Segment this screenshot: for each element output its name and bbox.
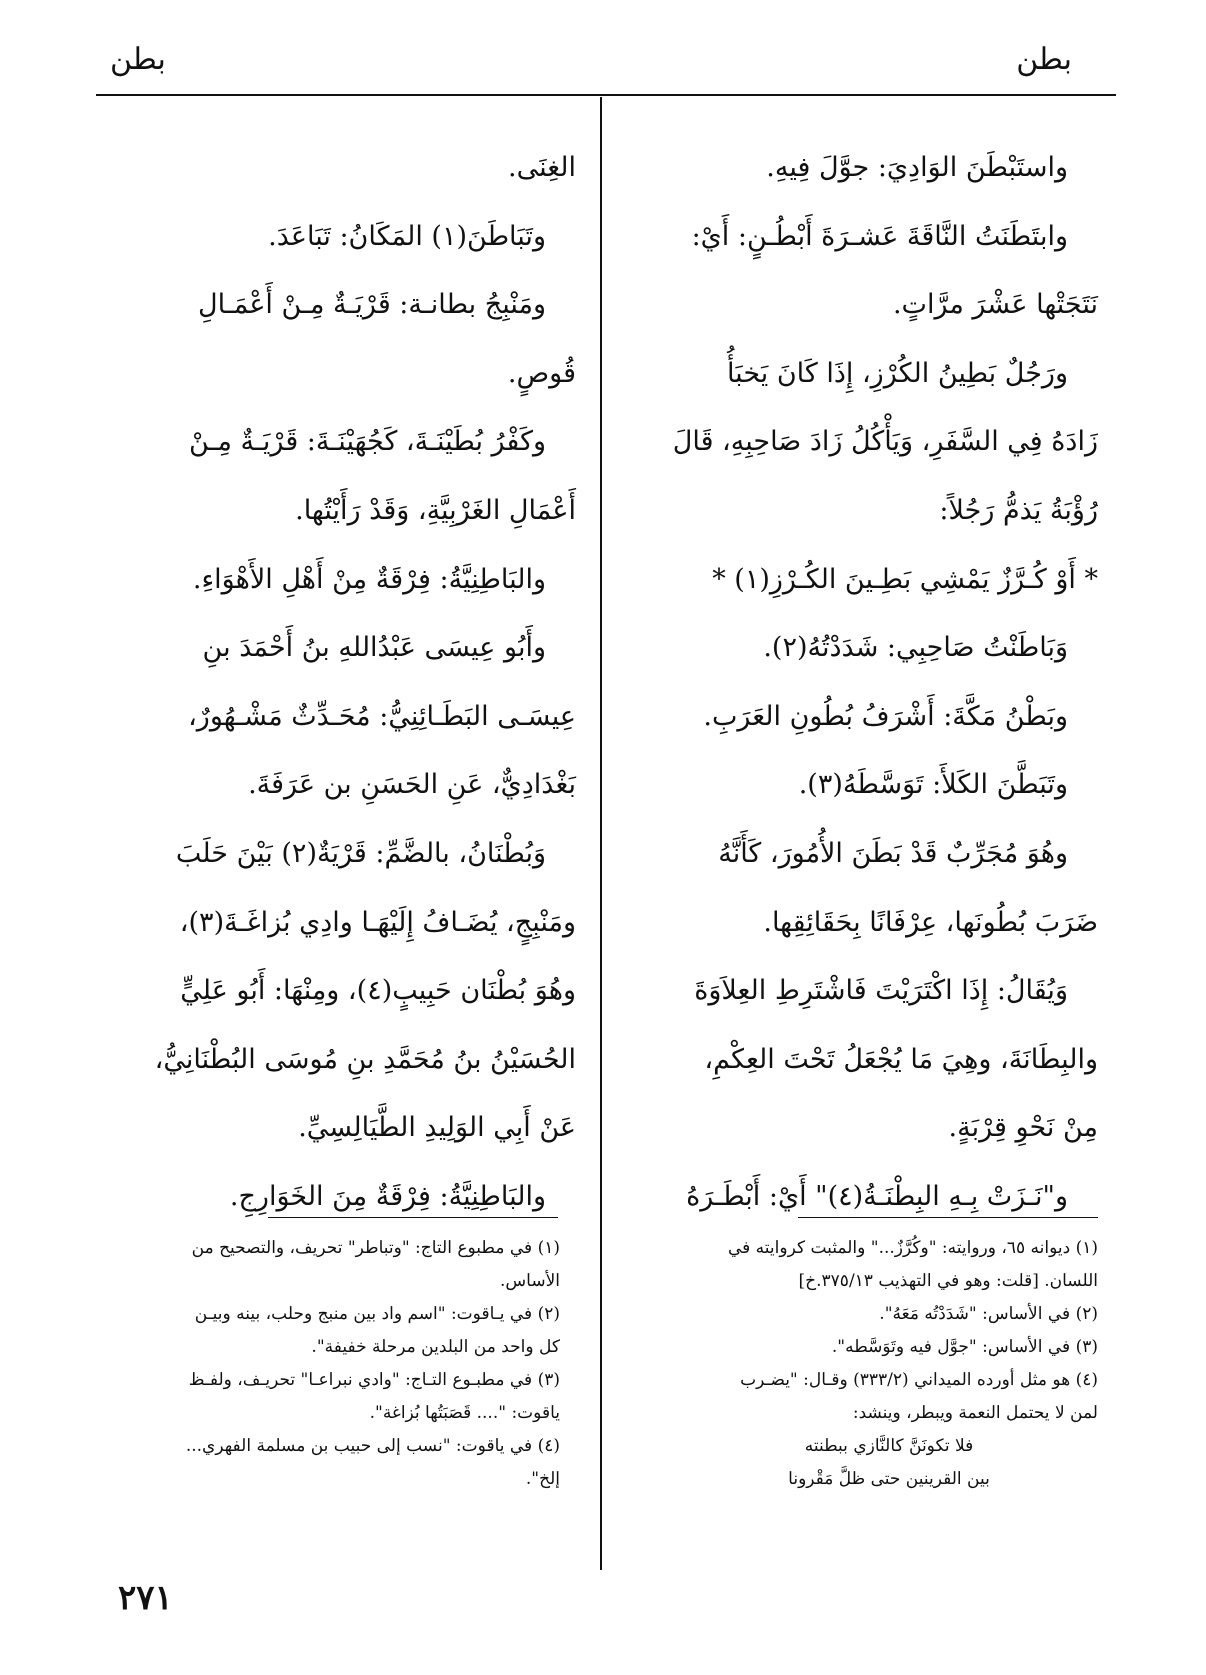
column-divider <box>600 97 602 1570</box>
footnotes-right <box>620 1232 1098 1496</box>
text-line: وأَبُو عِيسَى عَبْدُاللهِ بنُ أَحْمَدَ بنِ <box>202 632 546 664</box>
text-line: زَادَهُ فِي السَّفَرِ، وَيَأْكُلُ زَادَ صَاحِبِهِ، قَالَ <box>672 426 1098 458</box>
text-line: مِنْ نَحْوِ قِرْبَةٍ. <box>948 1112 1098 1144</box>
text-line: والبَاطِنِيَّةُ: فِرْقَةٌ مِنْ أَهْلِ الأَهْوَاءِ. <box>192 563 546 595</box>
text-line: والبِطَانَةَ، وهِيَ مَا يُجْعَلُ تَحْتَ العِكْمِ، <box>704 1043 1098 1075</box>
footnote-poem-line: بين القرينين حتى ظلَّ مَقْرونا <box>788 1469 990 1489</box>
text-line: الغِنَى. <box>508 152 576 183</box>
right-column <box>620 134 1098 1232</box>
text-line: ومَنْبِجٍ، يُضَـافُ إِلَيْهَـا وادِي بُزاغَـةَ(٣)، <box>179 906 576 938</box>
text-line: ورَجُلٌ بَطِينُ الكُرْزِ، إِذَا كَانَ يَخبَأُ <box>726 357 1068 389</box>
text-line: عِيسَـى البَطَـائِنِيُّ: مُحَـدِّثٌ مَشْـهُورٌ، <box>188 700 576 732</box>
footnote-poem-line: فلا تكونَنَّ كالنَّازي ببطنته <box>804 1436 974 1456</box>
footnote-line: إلخ". <box>525 1469 560 1489</box>
footnotes-left <box>80 1232 560 1496</box>
footnote-rule-left <box>268 1217 558 1218</box>
text-line: وتَبَطَّنَ الكَلأَ: تَوَسَّطَهُ(٣). <box>798 769 1068 801</box>
footnote-line: (٢) في يـاقوت: "اسم واد بين منبج وحلب، بينه وبيـن <box>194 1304 560 1324</box>
footnote-line: اللسان. [قلت: وهو في التهذيب ٣٧٥/١٣.خ] <box>798 1271 1098 1291</box>
footnote-line: ياقوت: ".... قَصَبَتُها بُزاغة". <box>369 1403 560 1423</box>
text-line: عَنْ أَبِي الوَلِيدِ الطَّيَالِسِيِّ. <box>298 1112 576 1144</box>
verse-line: * أَوْ كُـرَّزٌ يَمْشِي بَطِـينَ الكُـرْزِ(١) * <box>712 563 1098 595</box>
text-line: وَبُطْنَانُ، بالضَّمِّ: قَرْيَةٌ(٢) بَيْنَ حَلَبَ <box>175 837 546 869</box>
text-line: نَتَجَتْها عَشْرَ مرَّاتٍ. <box>892 289 1098 321</box>
text-line: ومَنْبِجُ بطانـة: قَرْيَـةٌ مِـنْ أَعْمَـالِ <box>197 289 546 321</box>
header-rule <box>96 94 1116 96</box>
text-line: رُؤْبَةُ يَذمُّ رَجُلاً: <box>939 494 1098 526</box>
left-column <box>96 134 576 1232</box>
running-head-right: بطن <box>1016 42 1072 77</box>
text-line: و"نَـزَتْ بِـهِ البِطْنَـةُ(٤)" أَيْ: أَبْطَـرَهُ <box>686 1180 1068 1212</box>
text-line: واستَبْطَنَ الوَادِيَ: جوَّلَ فِيهِ. <box>766 152 1068 183</box>
footnote-line: الأساس. <box>500 1271 560 1291</box>
text-line: وَيُقَالُ: إِذَا اكْتَرَيْتَ فَاشْتَرِطِ العِلاَوَةَ <box>694 975 1068 1007</box>
footnote-line: (٤) في ياقوت: "نسب إلى حبيب بن مسلمة الفهري... <box>185 1436 560 1456</box>
footnote-rule-right <box>798 1217 1098 1218</box>
text-line: وهُوَ بُطْنَان حَبِيبٍ(٤)، ومِنْهَا: أَبُو عَلِيٍّ <box>180 975 576 1007</box>
running-head-left: بطن <box>110 42 166 77</box>
text-line: وكَفْرُ بُطَيْنَـةَ، كَجُهَيْنَـةَ: قَرْيَـةٌ مِـنْ <box>189 426 546 458</box>
text-line: الحُسَيْنُ بنُ مُحَمَّدِ بنِ مُوسَى البُطْنَانِيُّ، <box>154 1043 576 1075</box>
text-line: قُوصٍ. <box>507 357 576 389</box>
text-line: وابتَطَنَتُ النَّاقَةَ عَشـرَةَ أَبْطُـنٍ: أَيْ: <box>691 220 1068 252</box>
footnote-line: (٢) في الأساس: "شَدَدْتُه مَعَهُ". <box>879 1304 1098 1324</box>
footnote-line: (٤) هو مثل أورده الميداني (٣٣٣/٢) وقـال: "يضـرب <box>740 1370 1098 1390</box>
text-line: أَعْمَالِ الغَرْبِيَّةِ، وَقَدْ رَأَيْتُها. <box>295 494 576 526</box>
text-line: وبَطْنُ مَكَّةَ: أَشْرَفُ بُطُونِ العَرَبِ. <box>703 700 1068 732</box>
page-number: ٢٧١ <box>118 1578 173 1618</box>
footnote-line: (٣) في الأساس: "جوَّل فيه وتَوَسَّطه". <box>831 1337 1098 1357</box>
text-line: وَبَاطَنْتُ صَاحِبِي: شَدَدْتُهُ(٢). <box>763 632 1068 664</box>
footnote-line: (١) ديوانه ٦٥، وروايته: "وكُرَّزٌ..." والمثبت كروايته في <box>727 1238 1098 1258</box>
footnote-line: كل واحد من البلدين مرحلة خفيفة". <box>311 1337 560 1357</box>
text-line: والبَاطِنِيَّةُ: فِرْقَةٌ مِنَ الخَوَارِجِ. <box>229 1180 546 1212</box>
text-line: بَغْدَادِيٌّ، عَنِ الحَسَنِ بن عَرَفَةَ. <box>248 769 576 801</box>
text-line: وتَبَاطَنَ(١) المَكَانُ: تَبَاعَدَ. <box>268 220 546 252</box>
footnote-line: (١) في مطبوع التاج: "وتباطر" تحريف، والتصحيح من <box>191 1238 560 1258</box>
text-line: وهُوَ مُجَرِّبٌ قَدْ بَطَنَ الأُمُورَ، كَأَنَّهُ <box>718 837 1068 869</box>
footnote-line: (٣) في مطبـوع التـاج: "وادي نبراعـا" تحريـف، ولفـظ <box>188 1370 560 1390</box>
text-line: ضَرَبَ بُطُونَها، عِرْفَانًا بِحَقَائِقِها. <box>763 906 1098 938</box>
footnote-line: لمن لا يحتمل النعمة ويبطر، وينشد: <box>852 1403 1098 1423</box>
